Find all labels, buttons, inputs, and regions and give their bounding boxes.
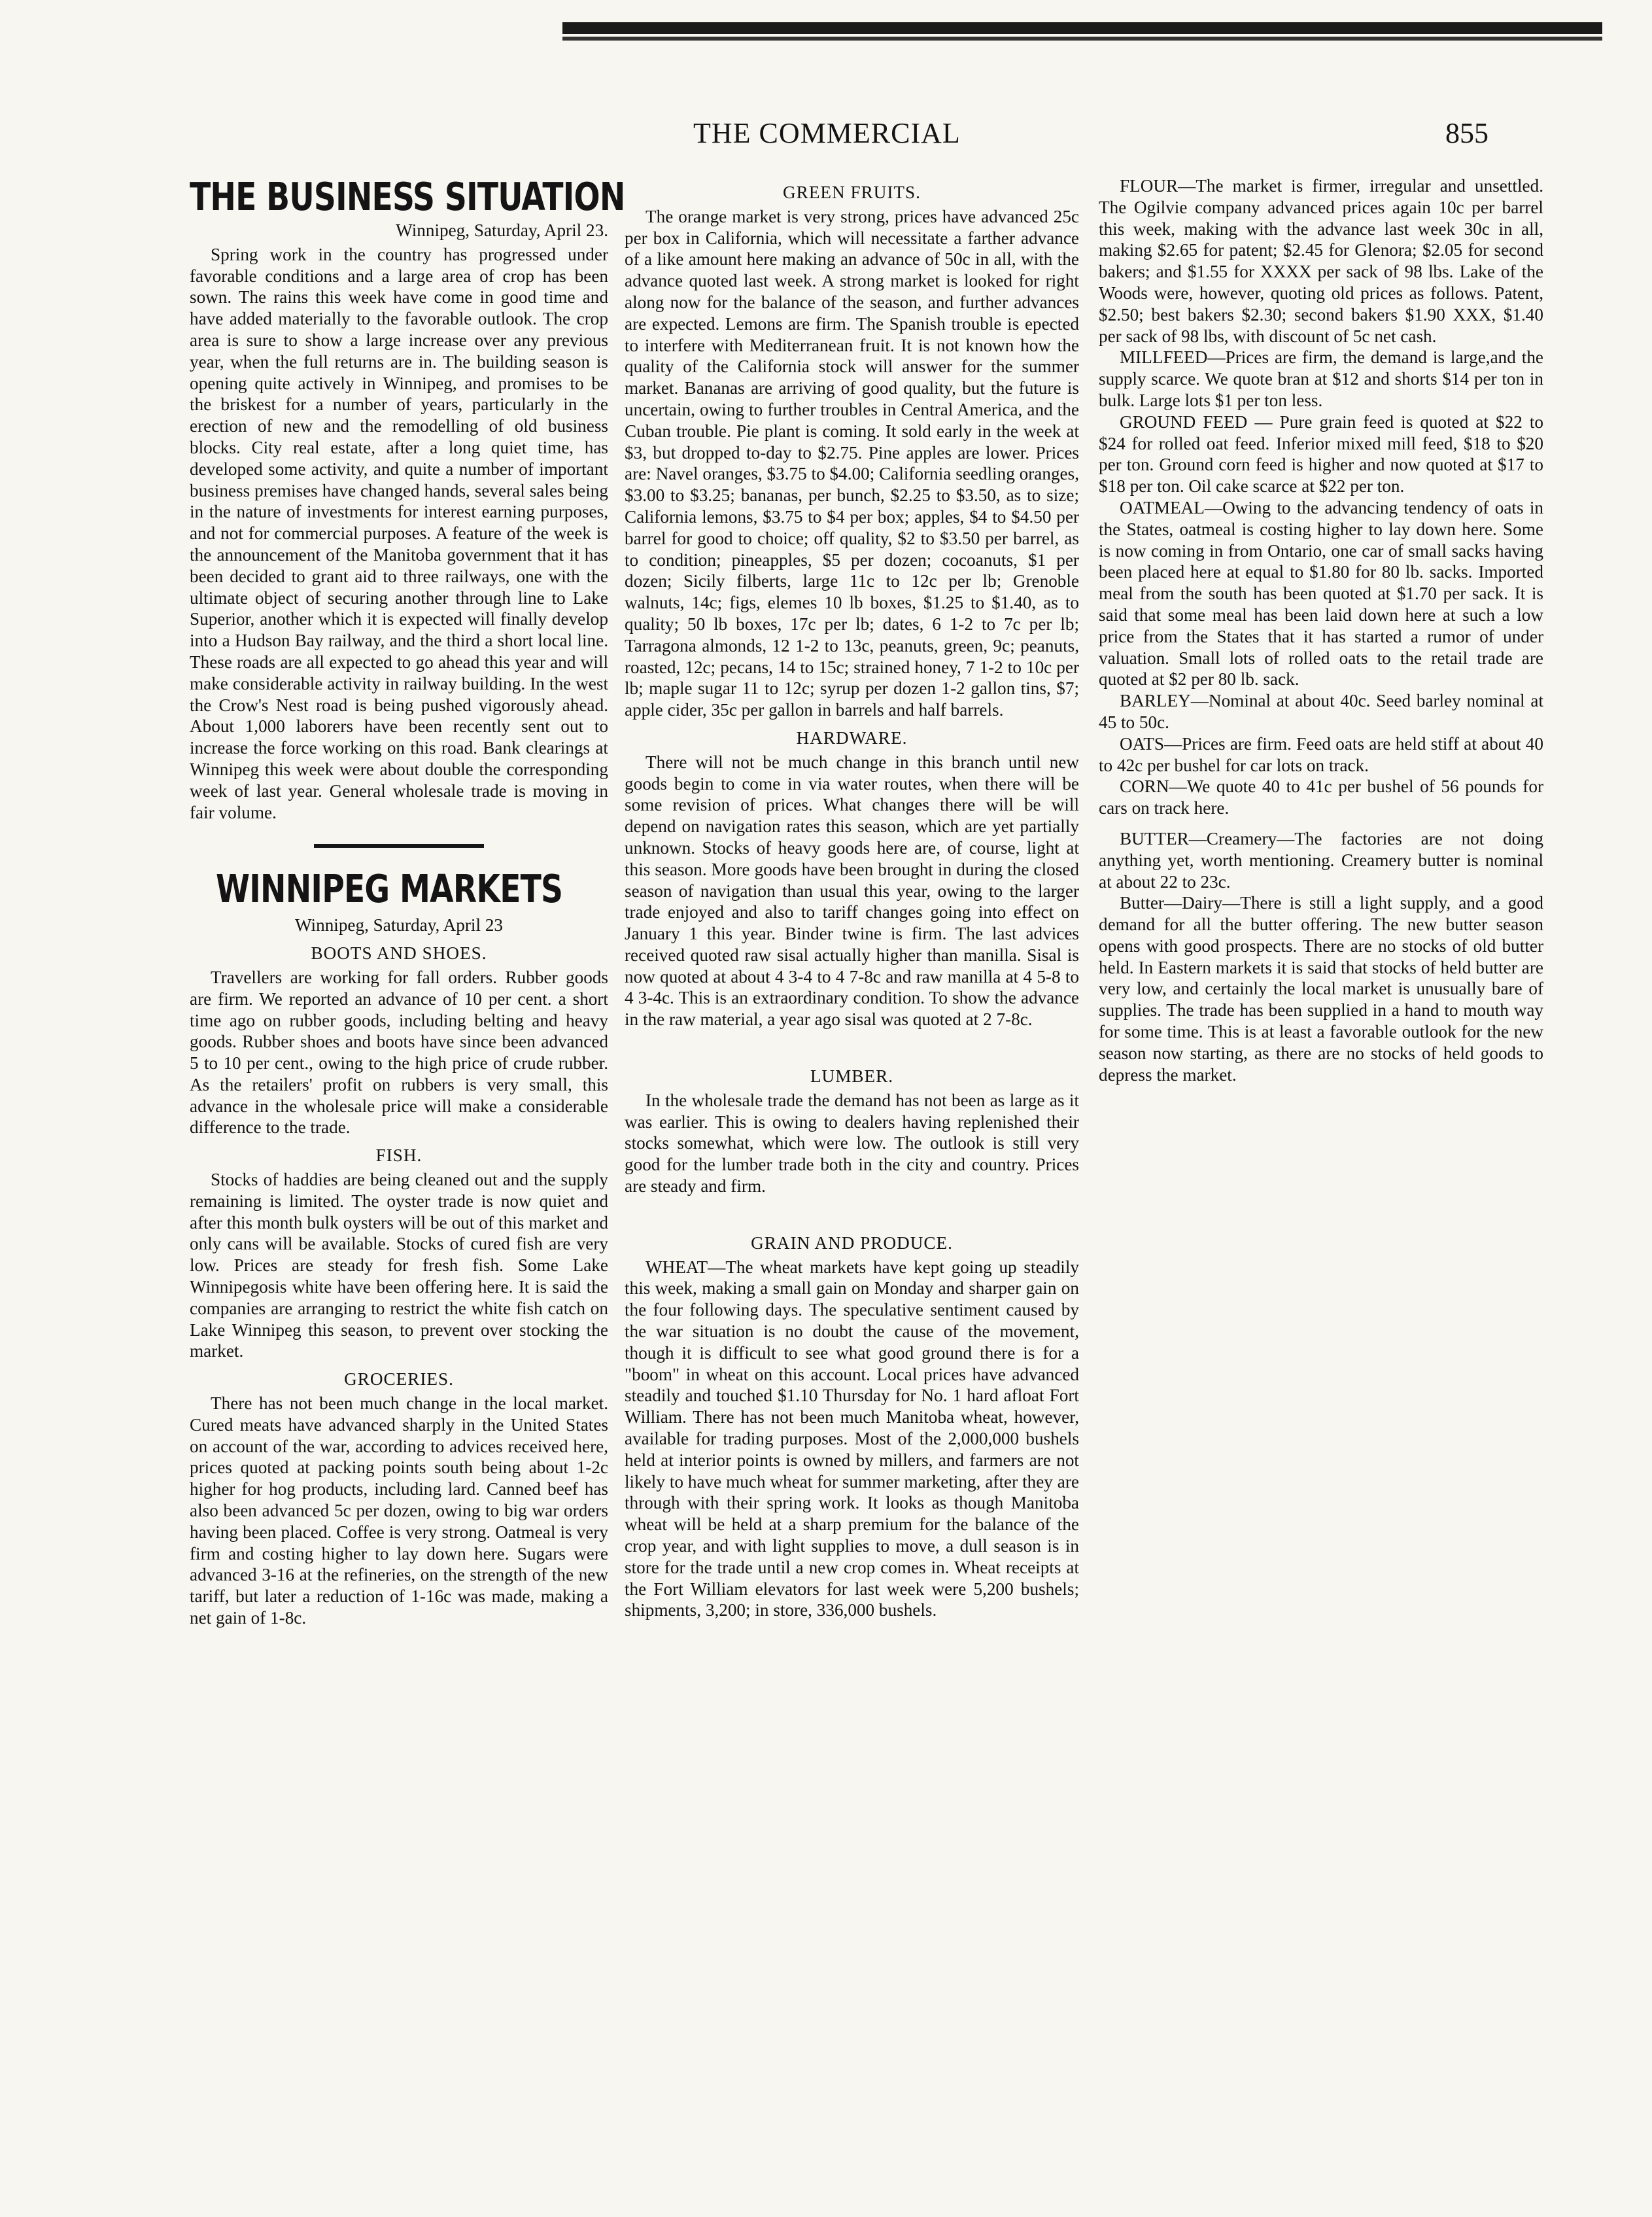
barley-paragraph: BARLEY—Nominal at about 40c. Seed barley nominal at 45 to 50c.	[1099, 691, 1543, 732]
fish-body: Stocks of haddies are being cleaned out and the supply remaining is limited. The oyster trade is now quiet and after this month bulk oysters will be out of this market and only cans will be available. Stocks of cured fish are very low. Prices are steady for fresh fish. Some Lake Winnipegosis white have been offering here. It is said the companies are arranging to restrict the white fish catch on Lake Winnipeg this season, to prevent over stocking the market.	[190, 1170, 608, 1361]
section-divider	[314, 844, 484, 848]
lumber-heading: LUMBER.	[810, 1066, 894, 1087]
green-fruits-heading: GREEN FRUITS.	[783, 183, 921, 202]
column-3	[1099, 175, 1543, 1085]
wheat-paragraph: WHEAT—The wheat markets have kept going up steadily this week, making a small gain on Monday and sharper gain on the four following days. The speculative sentiment caused by the war situation is no doubt the cause of the movement, though it is difficult to see what good ground there is for a "boom" in wheat on this account. Local prices have advanced steadily and touched $1.10 Thursday for No. 1 hard afloat Fort William. There has not been much Manitoba wheat, however, available for trading purposes. Most of the 2,000,000 bushels held at interior points is owned by millers, and farmers are not likely to have much wheat for summer marketing, after they are through with their spring work. It looks as though Manitoba wheat will be held at a sharp premium for the balance of the crop year, and with light supplies to move, a dull season is in store for the trade until a new crop comes in. Wheat receipts at the Fort William elevators for last week were 5,200 bushels; shipments, 3,200; in store, 336,000 bushels.	[625, 1257, 1079, 1620]
page-number: 855	[1445, 117, 1489, 149]
winnipeg-markets-headline: WINNIPEG MARKETS	[216, 866, 563, 912]
hardware-heading: HARDWARE.	[796, 727, 908, 748]
boots-body: Travellers are working for fall orders. Rubber goods are firm. We reported an advance of 10 per cent. a short time ago on rubber goods, including belting and heavy goods. Rubber shoes and boots have since been advanced 5 to 10 per cent., owing to the high price of crude rubber. As the retailers' profit on rubbers is very small, this advance in the wholesale price will make a considerable difference to the trade.	[190, 967, 608, 1138]
hardware-body: There will not be much change in this branch until new goods begin to come in via water routes, when there will be some revision of prices. What changes there will be will depend on navigation rates this season, which are yet partially unknown. Stocks of heavy goods here are, of course, light at this season. More goods have been brought in during the closed season of navigation than usual this year, owing to the larger trade enjoyed and also to tariff changes going into effect on January 1 this year. Binder twine is firm. The last advices received quoted raw sisal actually higher than manilla. Sisal is now quoted at about 4 3-4 to 4 7-8c and raw manilla at 4 5-8 to 4 3-4c. This is an extraordinary condition. To show the advance in the raw material, a year ago sisal was quoted at 2 7-8c.	[625, 752, 1079, 1030]
column-2	[625, 175, 1079, 1621]
millfeed-paragraph: MILLFEED—Prices are firm, the demand is large,and the supply scarce. We quote bran at $12 and shorts $14 per ton in bulk. Large lots $1 per ton less.	[1099, 347, 1543, 410]
business-situation-dateline: Winnipeg, Saturday, April 23.	[396, 220, 608, 240]
groceries-heading: GROCERIES.	[344, 1369, 454, 1389]
column-1	[190, 174, 625, 1629]
business-situation-body: Spring work in the country has progressed under favorable conditions and a large area of crop has been sown. The rains this week have come in good time and have added materially to the favorable outlook. The crop area is sure to show a large increase over any previous year, when the full returns are in. The building season is opening quite actively in Winnipeg, and promises to be the briskest for a number of years, particularly in the erection of new and the remodelling of old business blocks. City real estate, after a long quiet time, has developed some activity, and quite a number of important business premises have changed hands, several sales being in the nature of investments for interest earning purposes, and not for commercial purposes. A feature of the week is the announcement of the Manitoba government that it has been decided to grant aid to three railways, one with the ultimate object of securing another through line to Lake Superior, another which it is expected will finally develop into a Hudson Bay railway, and the third a short local line. These roads are all expected to go ahead this year and will make considerable activity in railway building. In the west the Crow's Nest road is being pushed vigorously ahead. About 1,000 laborers have been recently sent out to increase the force working on this road. Bank clearings at Winnipeg this week were about double the corresponding week of last year. General wholesale trade is moving in fair volume.	[190, 244, 608, 822]
flour-paragraph: FLOUR—The market is firmer, irregular and unsettled. The Ogilvie company advanced prices again 10c per barrel this week, making with the advance last week 30c in all, making $2.65 for patent; $2.45 for Glenora; $2.05 for second bakers; and $1.55 for XXXX per sack of 98 lbs. Lake of the Woods were, however, quoting old prices as follows. Patent, $2.50; best bakers $2.30; second bakers $1.90 XXX, $1.40 per sack of 98 lbs, with discount of 5c net cash.	[1099, 176, 1543, 346]
green-fruits-body: The orange market is very strong, prices have advanced 25c per box in California, which will necessitate a farther advance of a like amount here making an advance of 50c in all, with the advance quoted last week. A strong market is looked for right along now for the balance of the season, and further advances are expected. Lemons are firm. The Spanish trouble is epected to interfere with Mediterranean fruit. It is not known how the quality of the California stock will answer for the summer market. Bananas are arriving of good quality, but the future is uncertain, owing to further troubles in Central America, and the Cuban trouble. Pie plant is coming. It sold early in the week at $3, but dropped to-day to $2.75. Pine apples are lower. Prices are: Navel oranges, $3.75 to $4.00; California seedling oranges, $3.00 to $3.25; bananas, per bunch, $2.25 to $3.50, as to size; California lemons, $3.75 to $4 per box; apples, $4 to $4.50 per barrel for good to choice; off quality, $2 to $3.50 per barrel, as to condition; pineapples, $5 per dozen; cocoanuts, $1 per dozen; Sicily filberts, large 11c to 12c per lb; Grenoble walnuts, 14c; figs, elemes 10 lb boxes, $1.25 to $1.40, as to quality; 50 lb boxes, 17c per lb; dates, 6 1-2 to 7c per lb; Tarragona almonds, 12 1-2 to 13c, peanuts, green, 9c; peanuts, roasted, 12c; pecans, 14 to 15c; strained honey, 7 1-2 to 10c per lb; maple sugar 11 to 12c; syrup per dozen 1-2 gallon tins, $7; apple cider, 35c per gallon in barrels and half barrels.	[625, 206, 1079, 720]
grain-heading: GRAIN AND PRODUCE.	[751, 1232, 953, 1253]
fish-heading: FISH.	[375, 1145, 422, 1166]
top-rule	[562, 22, 1602, 34]
lumber-body: In the wholesale trade the demand has not been as large as it was earlier. This is owing to dealers having replenished their stocks somewhat, which were low. The outlook is still very good for the lumber trade both in the city and country. Prices are steady and firm.	[625, 1090, 1079, 1196]
butter-dairy-paragraph: Butter—Dairy—There is still a light supply, and a good demand for all the butter offering. The new butter season opens with good prospects. There are no stocks of old butter held. In Eastern markets it is said that stocks of held butter are very low, and certainly the local market is unusually bare of supplies. The trade has been supplied in a hand to mouth way for some time. This is at least a favorable outlook for the new season now starting, as there are no stocks of held goods to depress the market.	[1099, 893, 1543, 1085]
ground-feed-paragraph: GROUND FEED — Pure grain feed is quoted at $22 to $24 for rolled oat feed. Inferior mixed mill feed, $18 to $20 per ton. Ground corn feed is higher and now quoted at $17 to $18 per ton. Oil cake scarce at $22 per ton.	[1099, 411, 1543, 497]
business-situation-headline: THE BUSINESS SITUATION	[190, 174, 625, 219]
boots-heading: BOOTS AND SHOES.	[311, 943, 487, 964]
running-title: THE COMMERCIAL	[693, 117, 961, 149]
groceries-body: There has not been much change in the local market. Cured meats have advanced sharply in the United States on account of the war, according to advices received here, prices quoted at packing points south being about 1-2c higher for hog products, including lard. Canned beef has also been advanced 5c per dozen, owing to big war orders having been placed. Coffee is very strong. Oatmeal is very firm and costing higher to lay down here. Sugars were advanced 3-16 at the refineries, on the strength of the new tariff, but later a reduction of 1-16c was made, making a net gain of 1-8c.	[190, 1393, 608, 1628]
butter-creamery-paragraph: BUTTER—Creamery—The factories are not doing anything yet, worth mentioning. Creamery butter is nominal at about 22 to 23c.	[1099, 828, 1543, 892]
oatmeal-paragraph: OATMEAL—Owing to the advancing tendency of oats in the States, oatmeal is costing higher to lay down here. Some is now coming in from Ontario, one car of small sacks having been placed here at equal to $1.80 for 80 lb. sacks. Imported meal from the south has been quoted at $1.70 per sack. It is said that some meal has been laid down here at such a low price from the States that it has started a rumor of under valuation. Small lots of rolled oats to the retail trade are quoted at $2 per 80 lb. sack.	[1099, 497, 1543, 690]
winnipeg-markets-dateline: Winnipeg, Saturday, April 23	[294, 915, 504, 935]
oats-paragraph: OATS—Prices are firm. Feed oats are held stiff at about 40 to 42c per bushel for car lots on track.	[1099, 733, 1543, 775]
corn-paragraph: CORN—We quote 40 to 41c per bushel of 56 pounds for cars on track here.	[1099, 777, 1543, 818]
